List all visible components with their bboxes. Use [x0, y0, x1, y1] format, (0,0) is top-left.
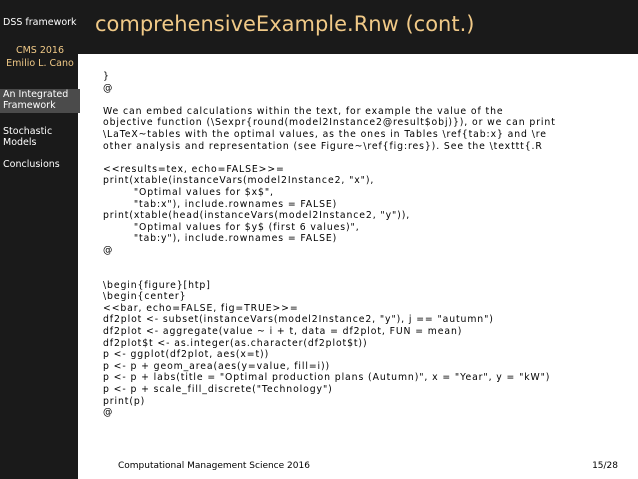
code-line: df2plot <- subset(instanceVars(model2Instance2, "y"), j == "autumn") — [103, 314, 494, 326]
code-line: p <- p + geom_area(aes(y=value, fill=i)) — [103, 360, 331, 372]
sidebar-item-dss-framework[interactable]: DSS framework — [3, 17, 77, 28]
code-line: @ — [103, 407, 114, 419]
code-line: p <- p + scale_fill_discrete("Technology") — [103, 384, 333, 396]
code-line: \LaTeX~tables with the optimal values, as the ones in Tables \ref{tab:x} and \re — [103, 128, 547, 140]
sidebar-item-event: CMS 2016 — [15, 45, 65, 56]
code-line: <<results=tex, echo=FALSE>>= — [103, 163, 285, 175]
sidebar — [0, 0, 78, 479]
code-line: df2plot$t <- as.integer(as.character(df2plot$t)) — [103, 337, 368, 349]
code-line: other analysis and representation (see Figure~\ref{fig:res}). See the \texttt{.R — [103, 140, 543, 152]
code-line: print(xtable(head(instanceVars(model2Instance2, "y")), — [103, 210, 411, 222]
footer-page-number: 15/28 — [592, 461, 618, 471]
code-line: print(xtable(instanceVars(model2Instance2, "x"), — [103, 175, 375, 187]
code-line: objective function (\Sexpr{round(model2Instance2@result$obj)}), or we can print — [103, 117, 556, 129]
code-block — [103, 71, 638, 419]
code-line: "Optimal values for $x$", — [103, 186, 274, 198]
code-line: p <- ggplot(df2plot, aes(x=t)) — [103, 349, 270, 361]
sidebar-item-author: Emilio L. Cano — [6, 58, 74, 69]
code-line: @ — [103, 82, 114, 94]
code-line: "tab:x"), include.rownames = FALSE) — [103, 198, 338, 210]
code-line: @ — [103, 244, 114, 256]
code-line: p <- p + labs(title = "Optimal production plans (Autumn)", x = "Year", y = "kW") — [103, 372, 551, 384]
code-line — [103, 257, 638, 269]
footer-conference: Computational Management Science 2016 — [118, 461, 310, 471]
code-line: "Optimal values for $y$ (first 6 values)", — [103, 221, 360, 233]
code-line: print(p) — [103, 395, 146, 407]
code-line: } — [103, 71, 110, 82]
code-line: \begin{figure}[htp] — [103, 279, 211, 291]
code-line: <<bar, echo=FALSE, fig=TRUE>>= — [103, 302, 299, 314]
slide-header — [78, 0, 638, 54]
slide-footer — [118, 461, 618, 475]
slide-title: comprehensiveExample.Rnw (cont.) — [95, 12, 475, 36]
code-line: \begin{center} — [103, 291, 187, 303]
code-line: df2plot <- aggregate(value ~ i + t, data = df2plot, FUN = mean) — [103, 326, 463, 338]
sidebar-item-conclusions[interactable]: Conclusions — [3, 159, 60, 170]
code-line: "tab:y"), include.rownames = FALSE) — [103, 233, 338, 245]
sidebar-item-stochastic-models[interactable]: Stochastic Models — [3, 126, 53, 148]
code-line — [103, 268, 638, 280]
code-line — [103, 94, 638, 106]
sidebar-item-integrated-framework[interactable]: An Integrated Framework — [0, 89, 80, 113]
code-line: We can embed calculations within the text, for example the value of the — [103, 105, 504, 117]
code-line — [103, 152, 638, 164]
